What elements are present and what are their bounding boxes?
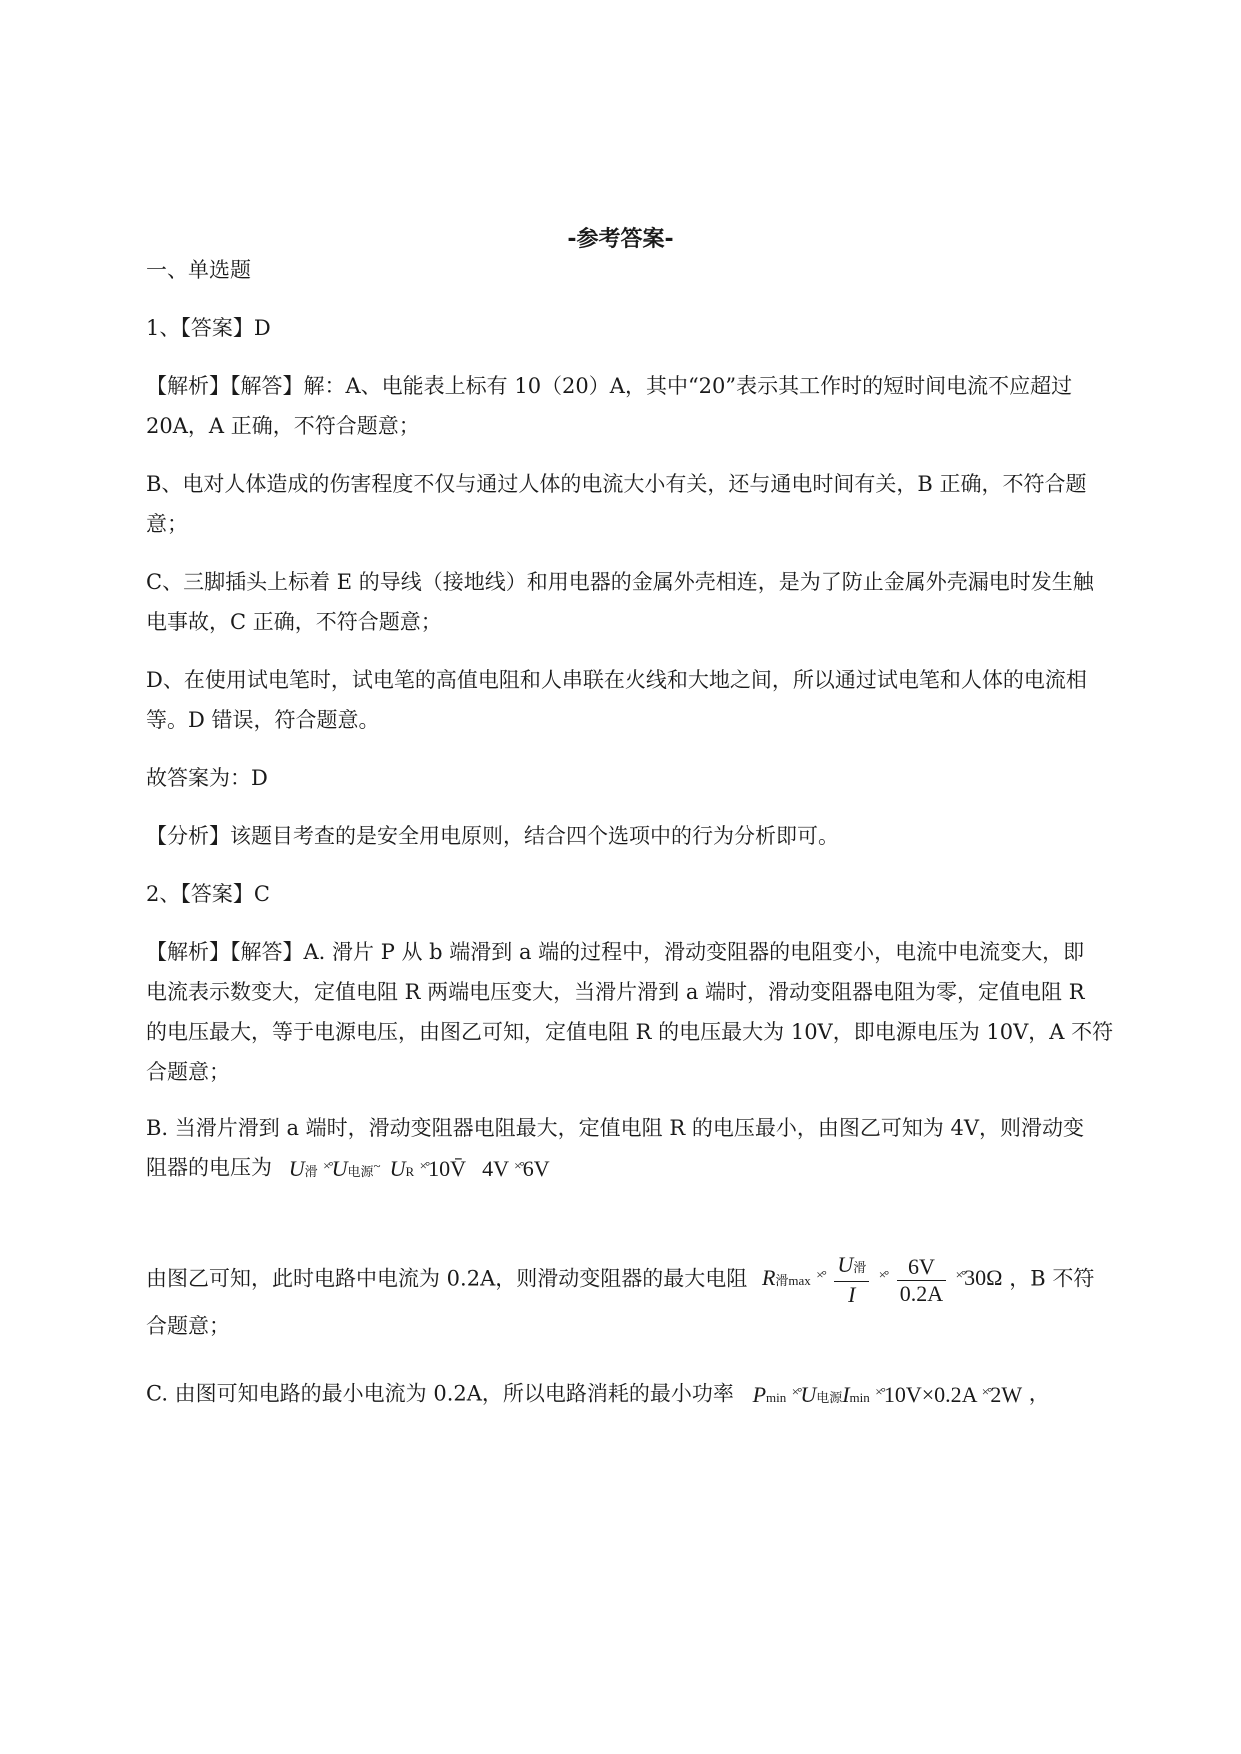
q2-analysis-line: 合题意； [146,1060,230,1084]
q2-b-formula-line [146,1152,1145,1186]
q1-analysis-line: 【解析】【解答】解：A、电能表上标有 10（20）A，其中“20”表示其工作时的短时间电流不应超过 [146,374,1073,398]
q1-answer: 1、【答案】D [146,316,271,340]
q2-answer: 2、【答案】C [146,882,270,906]
q1-conclusion: 故答案为：D [146,766,268,790]
q1-analysis-line: B、电对人体造成的伤害程度不仅与通过人体的电流大小有关，还与通电时间有关，B 正确，不符合题 [146,472,1087,496]
q2-analysis-line: 【解析】【解答】A. 滑片 P 从 b 端滑到 a 端的过程中，滑动变阻器的电阻变小，电流中电流变大，即 [146,940,1085,964]
q2-analysis-line: 电流表示数变大，定值电阻 R 两端电压变大，当滑片滑到 a 端时，滑动变阻器电阻为零，定值电阻 R [146,980,1085,1004]
q1-analysis-line: C、三脚插头上标着 E 的导线（接地线）和用电器的金属外壳相连，是为了防止金属外壳漏电时发生触 [146,570,1094,594]
fraction: $\frac{6V}{0.2A}$ [897,1254,946,1307]
q1-summary: 【分析】该题目考查的是安全用电原则，结合四个选项中的行为分析即可。 [146,824,839,848]
max-resistance-formula: R滑max ×° $\frac{\text{U滑}}{I}$ ×° $\frac{6V}{0.2A}$ ×°30Ω [761,1252,1003,1307]
min-power-formula: Pmin ×°U电源Imin ×°10V×0.2A ×°2W [752,1382,1023,1407]
page-title: -参考答案- [567,227,674,252]
q2-analysis-line: 合题意； [146,1314,230,1338]
q1-analysis-line: D、在使用试电笔时，试电笔的高值电阻和人串联在火线和大地之间，所以通过试电笔和人体的电流相 [146,668,1087,692]
fraction: $\frac{\text{U滑}}{I}$ [834,1252,869,1308]
sliding-voltage-formula: U滑 ×°U电源~ UR ×°10V̄ 4V ×°6V [288,1156,550,1181]
formula-trailing-text: ， [1028,1381,1050,1406]
q1-analysis-line: 电事故，C 正确，不符合题意； [146,610,442,634]
formula-lead-text: 由图乙可知，此时电路中电流为 0.2A，则滑动变阻器的最大电阻 [146,1266,748,1291]
q1-analysis-line: 意； [146,512,188,536]
formula-lead-text: C. 由图可知电路的最小电流为 0.2A，所以电路消耗的最小功率 [146,1381,734,1406]
q1-analysis-line: 等。D 错误，符合题意。 [146,708,380,732]
q2-min-power-line [146,1378,1145,1412]
section-heading: 一、单选题 [146,258,251,282]
formula-lead-text: 阻器的电压为 [146,1155,272,1180]
q2-max-resistance-line [146,1252,1145,1308]
q1-analysis-line: 20A，A 正确，不符合题意； [146,414,420,438]
q2-analysis-line: 的电压最大，等于电源电压，由图乙可知，定值电阻 R 的电压最大为 10V，即电源电压为 10V，A 不符 [146,1020,1114,1044]
formula-trailing-text: ，B 不符 [1009,1266,1095,1291]
q2-analysis-line: B. 当滑片滑到 a 端时，滑动变阻器电阻最大，定值电阻 R 的电压最小，由图乙可知为 4V，则滑动变 [146,1116,1085,1140]
